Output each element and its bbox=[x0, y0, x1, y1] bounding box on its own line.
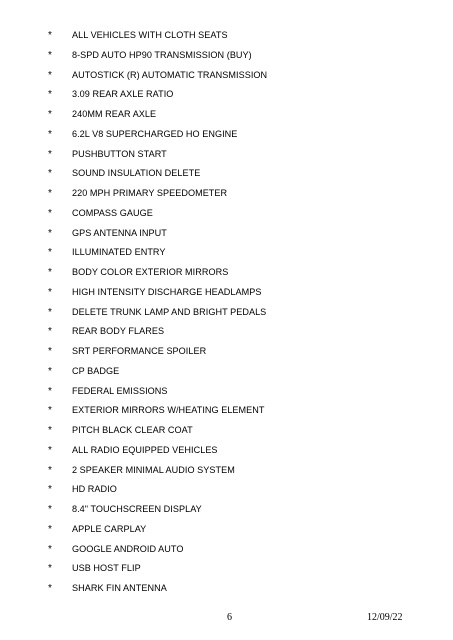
bullet-marker: * bbox=[48, 504, 52, 515]
bullet-marker: * bbox=[48, 464, 52, 476]
feature-text: SOUND INSULATION DELETE bbox=[72, 168, 201, 179]
feature-text: SRT PERFORMANCE SPOILER bbox=[72, 346, 207, 356]
feature-text: 8-SPD AUTO HP90 TRANSMISSION (BUY) bbox=[72, 49, 252, 60]
feature-text: CP BADGE bbox=[72, 365, 120, 376]
bullet-marker: * bbox=[48, 128, 52, 140]
feature-list bbox=[0, 28, 453, 601]
bullet-marker: * bbox=[48, 30, 52, 41]
feature-text: AUTOSTICK (R) AUTOMATIC TRANSMISSION bbox=[72, 69, 268, 80]
feature-text: APPLE CARPLAY bbox=[72, 523, 147, 534]
list-item bbox=[0, 127, 453, 147]
list-item bbox=[0, 542, 453, 562]
list-item bbox=[0, 48, 453, 68]
list-item bbox=[0, 245, 453, 265]
list-item bbox=[0, 384, 453, 404]
feature-text: PITCH BLACK CLEAR COAT bbox=[72, 425, 193, 435]
bullet-marker: * bbox=[48, 69, 52, 81]
bullet-marker: * bbox=[48, 583, 52, 594]
bullet-marker: * bbox=[48, 326, 52, 338]
list-item bbox=[0, 463, 453, 483]
list-item bbox=[0, 305, 453, 325]
feature-text: PUSHBUTTON START bbox=[72, 148, 167, 159]
bullet-marker: * bbox=[48, 444, 52, 456]
feature-text: ILLUMINATED ENTRY bbox=[72, 247, 166, 258]
bullet-marker: * bbox=[48, 425, 52, 436]
page-number: 6 bbox=[227, 612, 232, 623]
list-item bbox=[0, 364, 453, 384]
feature-text: FEDERAL EMISSIONS bbox=[72, 385, 168, 396]
list-item bbox=[0, 265, 453, 285]
list-item bbox=[0, 68, 453, 88]
feature-text: 220 MPH PRIMARY SPEEDOMETER bbox=[72, 188, 228, 198]
bullet-marker: * bbox=[48, 188, 52, 199]
bullet-marker: * bbox=[48, 247, 52, 259]
list-item bbox=[0, 226, 453, 246]
feature-text: REAR BODY FLARES bbox=[72, 326, 165, 337]
bullet-marker: * bbox=[48, 365, 52, 377]
list-item bbox=[0, 502, 453, 522]
bullet-marker: * bbox=[48, 109, 52, 120]
feature-text: ALL RADIO EQUIPPED VEHICLES bbox=[72, 444, 218, 455]
list-item bbox=[0, 186, 453, 206]
bullet-marker: * bbox=[48, 385, 52, 397]
feature-text: GPS ANTENNA INPUT bbox=[72, 227, 167, 238]
list-item bbox=[0, 206, 453, 226]
list-item bbox=[0, 344, 453, 364]
bullet-marker: * bbox=[48, 346, 52, 357]
bullet-marker: * bbox=[48, 405, 52, 417]
feature-text: GOOGLE ANDROID AUTO bbox=[72, 543, 184, 554]
feature-text: BODY COLOR EXTERIOR MIRRORS bbox=[72, 267, 229, 277]
feature-text: USB HOST FLIP bbox=[72, 563, 141, 574]
list-item bbox=[0, 561, 453, 581]
feature-text: 3.09 REAR AXLE RATIO bbox=[72, 89, 174, 100]
bullet-marker: * bbox=[48, 148, 52, 160]
list-item bbox=[0, 147, 453, 167]
feature-text: DELETE TRUNK LAMP AND BRIGHT PEDALS bbox=[72, 306, 267, 317]
bullet-marker: * bbox=[48, 306, 52, 318]
feature-text: 2 SPEAKER MINIMAL AUDIO SYSTEM bbox=[72, 464, 235, 475]
bullet-marker: * bbox=[48, 543, 52, 555]
bullet-marker: * bbox=[48, 286, 52, 298]
feature-text: 6.2L V8 SUPERCHARGED HO ENGINE bbox=[72, 128, 238, 139]
bullet-marker: * bbox=[48, 523, 52, 535]
list-item bbox=[0, 581, 453, 601]
bullet-marker: * bbox=[48, 563, 52, 575]
bullet-marker: * bbox=[48, 484, 52, 496]
list-item bbox=[0, 324, 453, 344]
list-item bbox=[0, 107, 453, 127]
bullet-marker: * bbox=[48, 207, 52, 219]
bullet-marker: * bbox=[48, 168, 52, 180]
bullet-marker: * bbox=[48, 267, 52, 278]
feature-text: EXTERIOR MIRRORS W/HEATING ELEMENT bbox=[72, 405, 265, 416]
feature-text: 8.4" TOUCHSCREEN DISPLAY bbox=[72, 504, 202, 514]
bullet-marker: * bbox=[48, 227, 52, 239]
feature-text: COMPASS GAUGE bbox=[72, 207, 153, 218]
feature-text: ALL VEHICLES WITH CLOTH SEATS bbox=[72, 30, 228, 40]
footer-date: 12/09/22 bbox=[367, 612, 403, 623]
list-item bbox=[0, 285, 453, 305]
bullet-marker: * bbox=[48, 89, 52, 101]
list-item bbox=[0, 166, 453, 186]
feature-text: HIGH INTENSITY DISCHARGE HEADLAMPS bbox=[72, 286, 262, 297]
list-item bbox=[0, 443, 453, 463]
list-item bbox=[0, 87, 453, 107]
list-item bbox=[0, 482, 453, 502]
list-item bbox=[0, 28, 453, 48]
feature-text: 240MM REAR AXLE bbox=[72, 109, 157, 119]
feature-text: SHARK FIN ANTENNA bbox=[72, 583, 167, 593]
list-item bbox=[0, 423, 453, 443]
list-item bbox=[0, 522, 453, 542]
list-item bbox=[0, 403, 453, 423]
bullet-marker: * bbox=[48, 49, 52, 61]
feature-text: HD RADIO bbox=[72, 484, 117, 495]
